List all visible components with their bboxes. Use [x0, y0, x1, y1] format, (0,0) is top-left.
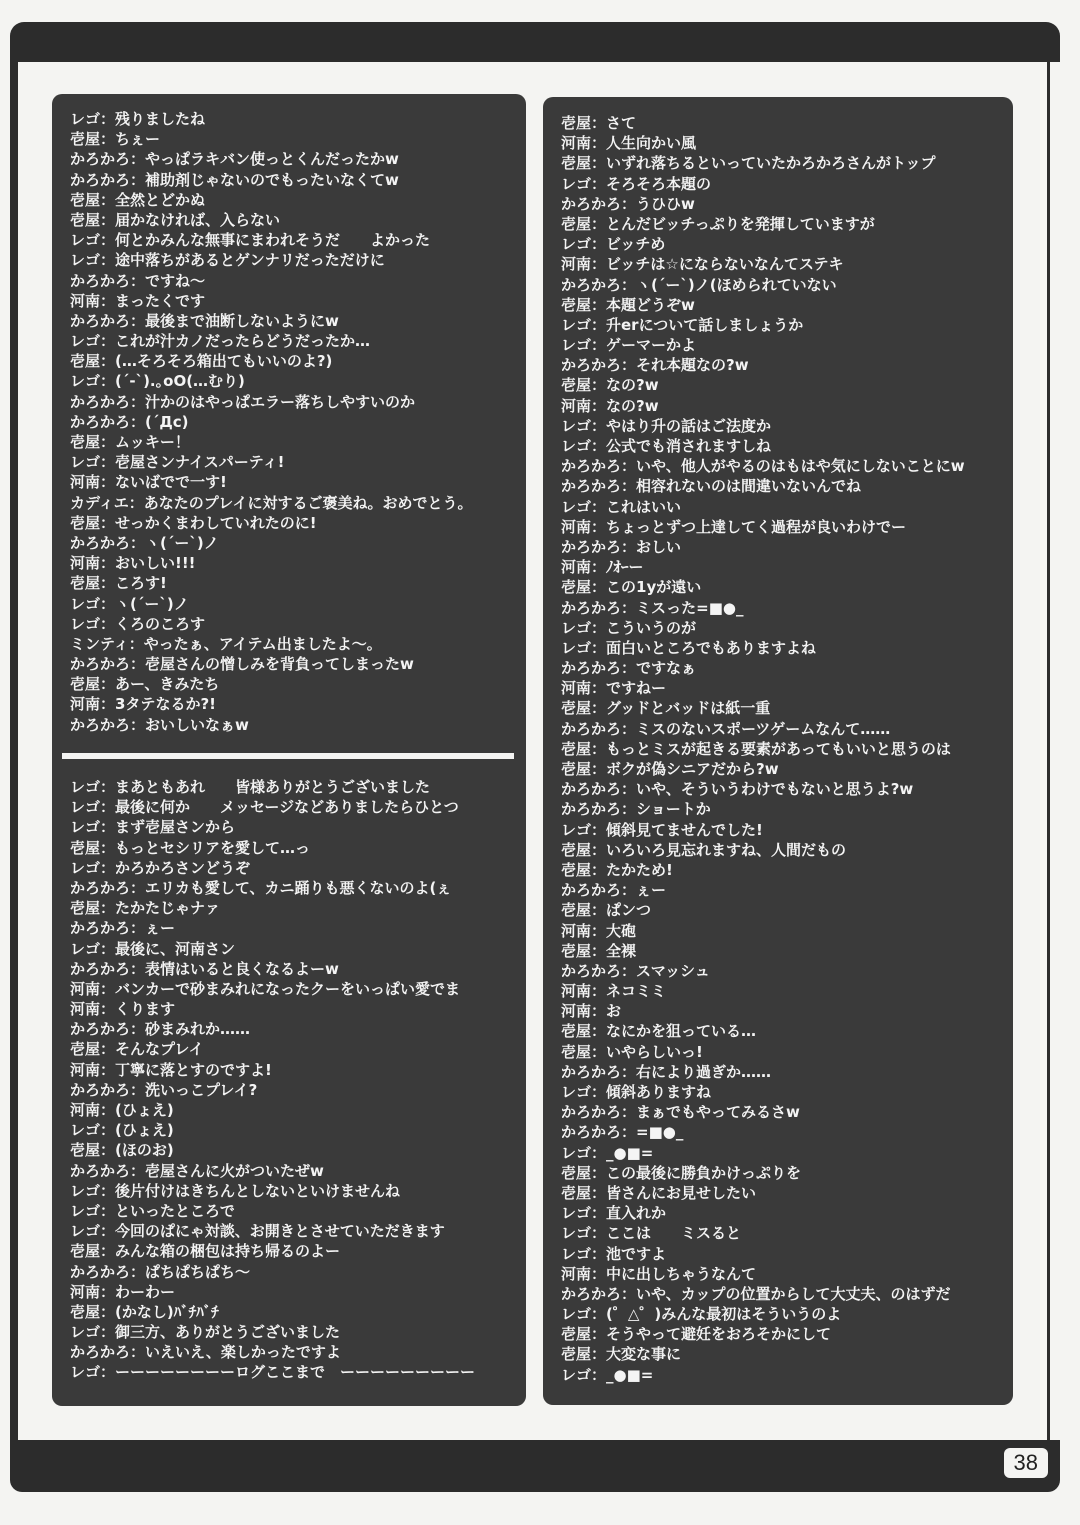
chat-line: 河南：お [561, 1002, 622, 1021]
chat-line: レゴ：これが汁カノだったらどうだったか… [70, 332, 371, 351]
chat-log-section-right [561, 113, 1005, 1385]
chat-line: かろかろ：エリカも愛して、カニ踊りも悪くないのよ(ぇ [70, 878, 452, 897]
chat-line: 壱屋：あー、きみたち [70, 675, 220, 694]
chat-line: 河南：ちょっとずつ上達してく過程が良いわけでー [561, 517, 907, 536]
chat-log-section-lower [70, 777, 518, 1383]
chat-line: 壱屋：ちぇー [70, 130, 161, 149]
chat-line: レゴ：(゜△゜)みんな最初はそういうのよ [561, 1305, 842, 1324]
chat-line: かろかろ：うひひw [561, 194, 695, 213]
chat-line: レゴ：何とかみんな無事にまわれそうだ よかった [70, 231, 431, 250]
chat-line: かろかろ：表情はいると良くなるよーw [70, 959, 339, 978]
chat-line: レゴ：公式でも消されますしね [561, 437, 772, 455]
chat-line: カディエ：あなたのプレイに対するご褒美ね。おめでとう。 [70, 493, 473, 512]
chat-line: かろかろ：ぇー [561, 881, 667, 900]
chat-line: 河南：おいしい!!! [70, 554, 196, 573]
chat-line: 壱屋：(…そろそろ箱出てもいいのよ?) [70, 352, 333, 371]
chat-line: かろかろ：ぇー [70, 919, 176, 938]
chat-line: 壱屋：もっとセシリアを愛して…っ [70, 838, 311, 857]
chat-line: レゴ：面白いところでもありますよね [561, 638, 816, 657]
chat-line: かろかろ：ですなぁ [561, 659, 697, 678]
chat-line: レゴ：後片付けはきちんとしないといけませんね [70, 1181, 401, 1200]
chat-log-panel-right [543, 97, 1013, 1405]
chat-line: レゴ：ゲーマーかよ [561, 336, 697, 355]
chat-line: 壱屋：せっかくまわしていれたのに! [70, 513, 317, 532]
top-border-bar [10, 22, 1060, 62]
chat-line: 壱屋：皆さんにお見せしたい [561, 1183, 757, 1202]
chat-line: かろかろ：ぱちぱちぱち〜 [70, 1262, 251, 1281]
chat-line: 壱屋：もっとミスが起きる要素があってもいいと思うのは [561, 739, 951, 758]
chat-line: レゴ：直入れか [561, 1204, 667, 1223]
chat-line: レゴ：まあともあれ 皆様ありがとうございました [70, 778, 431, 796]
chat-line: レゴ：そろそろ本題の [561, 174, 712, 193]
chat-line: かろかろ：それ本題なの?w [561, 356, 749, 375]
chat-line: かろかろ：ミスのないスポーツゲームなんて…… [561, 719, 891, 738]
chat-line: レゴ：_●■= [561, 1365, 654, 1384]
chat-line: レゴ：最後に何か メッセージなどありましたらひとつ [70, 798, 459, 817]
chat-line: かろかろ：ヽ(´ー`)ノ [70, 533, 219, 552]
chat-line: レゴ：ヽ(´ー`)ノ [70, 594, 189, 613]
chat-line: レゴ：傾斜見てませんでした! [561, 820, 763, 839]
chat-line: 河南：ビッチは☆にならないなんてステキ [561, 255, 844, 274]
chat-line: 壱屋：いずれ落ちるといっていたかろかろさんがトップ [561, 154, 936, 173]
chat-line: かろかろ：ミスった=■●_ [561, 598, 744, 617]
chat-line: レゴ：今回のぱにゃ対談、お開きとさせていただきます [70, 1222, 445, 1241]
chat-line: レゴ：こういうのが [561, 618, 697, 637]
chat-line: 壱屋：ぱンつ [561, 901, 652, 920]
chat-line: レゴ：壱屋さンナイスパーティ! [70, 453, 285, 472]
chat-line: かろかろ：洗いっこプレイ? [70, 1080, 258, 1099]
chat-line: かろかろ：(´Дc) [70, 412, 189, 431]
chat-line: レゴ：やはり升の話はご法度か [561, 416, 772, 435]
chat-line: 河南：大砲 [561, 921, 637, 940]
chat-line: かろかろ：=■●_ [561, 1123, 684, 1142]
chat-line: レゴ：(ひょえ) [70, 1121, 174, 1140]
chat-line: 河南：中に出しちゃうなんて [561, 1264, 757, 1283]
chat-line: 河南：なの?w [561, 396, 659, 415]
chat-line: 壱屋：いろいろ見忘れますね、人間だもの [561, 840, 847, 859]
chat-line: レゴ：ーーーーーーーーログここまで ーーーーーーーーー [70, 1363, 476, 1382]
chat-line: レゴ：傾斜ありますね [561, 1083, 712, 1101]
chat-line: 壱屋：とんだビッチっぷりを発揮していますが [561, 214, 875, 233]
chat-line: 壱屋：この1yが遠い [561, 578, 702, 597]
chat-line: かろかろ：スマッシュ [561, 961, 710, 980]
chat-line: 壱屋：ころす! [70, 574, 167, 593]
chat-line: レゴ：途中落ちがあるとゲンナリだっただけに [70, 251, 385, 270]
chat-line: 壱屋：この最後に勝負かけっぷりを [561, 1163, 802, 1182]
chat-line: かろかろ：いや、他人がやるのはもはや気にしないことにw [561, 457, 965, 476]
chat-line: 河南：ネコミミ [561, 982, 667, 1001]
chat-line: かろかろ：まぁでもやってみるさw [561, 1103, 800, 1122]
chat-line: 壱屋：たかため! [561, 860, 673, 879]
chat-line: かろかろ：ですね〜 [70, 271, 206, 290]
chat-line: 壱屋：たかたじゃナァ [70, 899, 221, 918]
chat-line: 壱屋：届かなければ、入らない [70, 210, 281, 229]
chat-line: 壱屋：大変な事に [561, 1345, 682, 1364]
chat-line: かろかろ：最後まで油断しないようにw [70, 311, 339, 330]
chat-line: 河南：ないばでで一す! [70, 473, 227, 492]
chat-line: レゴ：これはいい [561, 497, 682, 516]
page-number: 38 [1004, 1448, 1048, 1478]
chat-line: レゴ：といったところで [70, 1201, 235, 1220]
chat-log-section-upper [70, 109, 518, 735]
chat-line: 壱屋：(ほのお) [70, 1141, 174, 1160]
chat-line: 壱屋：グッドとバッドは紙一重 [561, 699, 771, 718]
chat-line: かろかろ：いや、カップの位置からして大丈夫、のはずだ [561, 1284, 951, 1303]
chat-line: 河南：わーわー [70, 1282, 176, 1301]
chat-line: 壱屋：みんな箱の梱包は持ち帰るのよー [70, 1242, 341, 1261]
chat-line: かろかろ：右により過ぎか…… [561, 1062, 772, 1081]
chat-line: 河南：(ひょえ) [70, 1101, 174, 1119]
chat-line: かろかろ：ヽ(´ー`)ノ(ほめられていない [561, 275, 837, 294]
chat-line: 壱屋：なにかを狙っている… [561, 1022, 757, 1041]
chat-line: 河南：ですねー [561, 679, 667, 698]
chat-line: レゴ：残りましたね [70, 110, 206, 128]
chat-line: 河南：丁寧に落とすのですよ! [70, 1060, 272, 1079]
chat-line: かろかろ：汁かのはやっぱエラー落ちしやすいのか [70, 392, 416, 411]
chat-line: かろかろ：おいしいなぁw [70, 715, 249, 734]
chat-line: かろかろ：壱屋さんに火がついたぜw [70, 1161, 324, 1180]
chat-line: 河南：ﾉｵｰー [561, 558, 644, 577]
chat-line: 壱屋：全然とどかぬ [70, 190, 206, 209]
chat-line: ミンティ：やったぁ、アイテム出ましたよ〜。 [70, 634, 382, 653]
chat-line: レゴ：最後に、河南さン [70, 939, 236, 958]
chat-line: レゴ：升erについて話しましょうか [561, 315, 804, 334]
chat-line: 河南：人生向かい風 [561, 134, 697, 153]
chat-line: 壱屋：全裸 [561, 941, 637, 960]
chat-line: 壱屋：本題どうぞw [561, 295, 695, 314]
chat-line: かろかろ：おしい [561, 537, 682, 556]
chat-log-panel-left [52, 94, 526, 1406]
chat-line: かろかろ：やっぱラキバン使っとくんだったかw [70, 150, 399, 169]
chat-line: 壱屋：ムッキー！ [70, 433, 190, 451]
chat-line: レゴ：_●■= [561, 1143, 654, 1162]
chat-line: 河南：バンカーで砂まみれになったクーをいっぱい愛でま [70, 979, 461, 998]
chat-line: 壱屋：なの?w [561, 376, 659, 395]
section-divider [62, 753, 514, 759]
chat-line: レゴ：池ですよ [561, 1244, 667, 1263]
chat-line: レゴ：御三方、ありがとうございました [70, 1323, 341, 1342]
chat-line: レゴ：ここは ミスると [561, 1224, 742, 1243]
chat-line: 壱屋：そうやって避妊をおろそかにして [561, 1325, 832, 1344]
chat-line: レゴ：ビッチめ [561, 235, 666, 254]
chat-line: 壱屋：さて [561, 114, 637, 132]
chat-line: レゴ：まず壱屋さンから [70, 818, 236, 837]
chat-line: かろかろ：ショートか [561, 800, 711, 819]
chat-line: レゴ：(´-`).｡oO(…むり) [70, 372, 245, 391]
chat-line: 壱屋：そんなプレイ [70, 1040, 204, 1059]
chat-line: 壱屋：いやらしいっ! [561, 1042, 703, 1061]
chat-line: かろかろ：いや、そういうわけでもないと思うよ?w [561, 780, 914, 799]
chat-line: 河南：3タテなるか?! [70, 695, 216, 714]
chat-line: かろかろ：砂まみれか…… [70, 1020, 251, 1039]
chat-line: 壱屋：ボクが偽シニアだから?w [561, 760, 779, 778]
chat-line: かろかろ：相容れないのは間違いないんでね [561, 477, 862, 496]
bottom-border-bar [10, 1440, 1060, 1492]
chat-line: レゴ：くろのころす [70, 614, 206, 633]
chat-line: 河南：くります [70, 1000, 176, 1019]
chat-line: 河南：まったくです [70, 291, 206, 310]
chat-line: かろかろ：いえいえ、楽しかったですよ [70, 1343, 341, 1362]
chat-line: レゴ：かろかろさンどうぞ [70, 858, 251, 877]
chat-line: 壱屋：(かなし)ﾊﾞﾁﾊﾞﾁ [70, 1302, 219, 1321]
chat-line: かろかろ：壱屋さんの憎しみを背負ってしまったw [70, 655, 414, 674]
chat-line: かろかろ：補助剤じゃないのでもったいなくてw [70, 170, 399, 189]
